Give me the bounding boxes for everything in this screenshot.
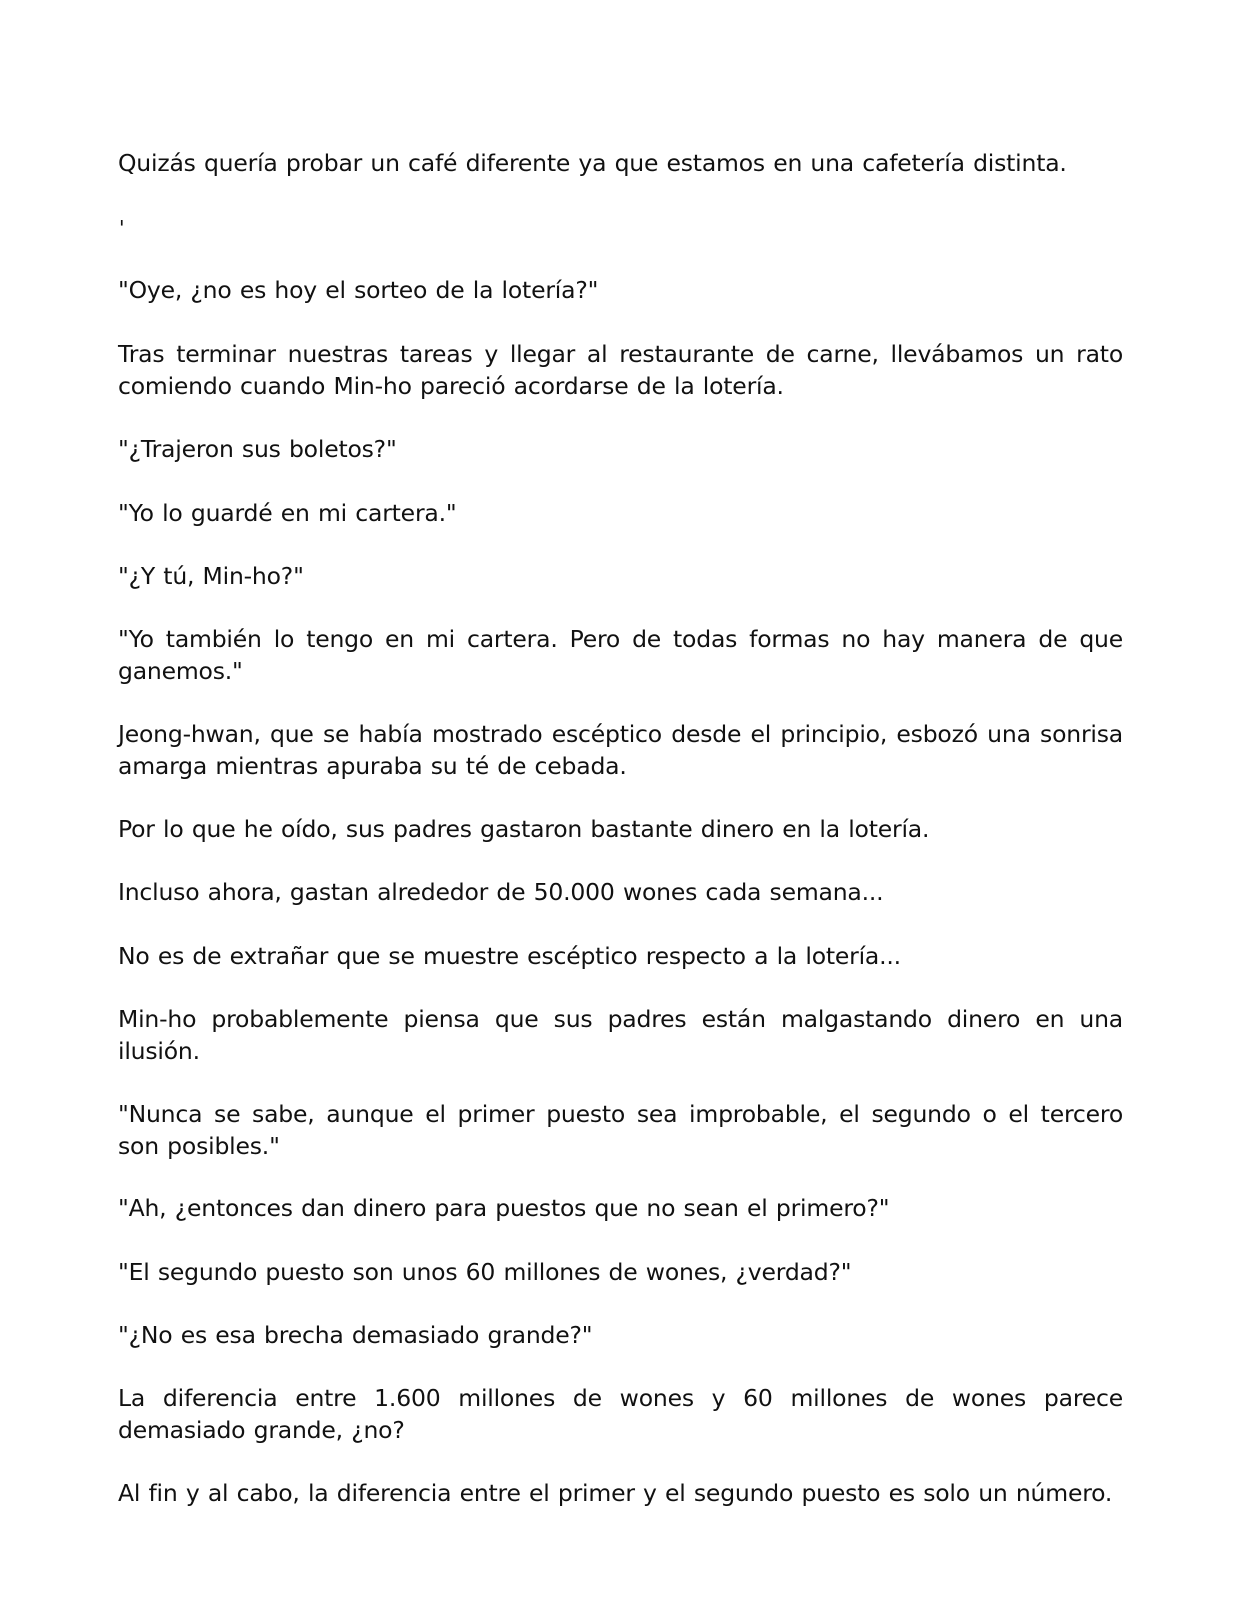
paragraph: No es de extrañar que se muestre escéptico respecto a la lotería... [118, 942, 901, 970]
paragraph: Al fin y al cabo, la diferencia entre el primer y el segundo puesto es solo un número. [118, 1479, 1113, 1507]
paragraph: "Oye, ¿no es hoy el sorteo de la lotería?" [118, 276, 599, 304]
paragraph: "Yo también lo tengo en mi cartera. Pero de todas formas no hay manera de que ganemos." [118, 625, 1123, 685]
paragraph: "¿Trajeron sus boletos?" [118, 435, 397, 463]
paragraph: Incluso ahora, gastan alrededor de 50.000 wones cada semana... [118, 878, 884, 906]
paragraph: "¿Y tú, Min-ho?" [118, 562, 304, 590]
paragraph: "Ah, ¿entonces dan dinero para puestos que no sean el primero?" [118, 1194, 890, 1222]
paragraph: Por lo que he oído, sus padres gastaron bastante dinero en la lotería. [118, 815, 930, 843]
paragraph: La diferencia entre 1.600 millones de wones y 60 millones de wones parece demasiado grande, ¿no? [118, 1384, 1123, 1444]
paragraph: Jeong-hwan, que se había mostrado escéptico desde el principio, esbozó una sonrisa amarga mientras apuraba su té de cebada. [118, 720, 1123, 780]
paragraph: "El segundo puesto son unos 60 millones de wones, ¿verdad?" [118, 1258, 852, 1286]
paragraph: "Nunca se sabe, aunque el primer puesto sea improbable, el segundo o el tercero son posibles." [118, 1100, 1123, 1160]
stray-mark: ' [119, 216, 125, 240]
paragraph: Tras terminar nuestras tareas y llegar al restaurante de carne, llevábamos un rato comiendo cuando Min-ho pareció acordarse de la lotería. [118, 340, 1123, 400]
paragraph: "Yo lo guardé en mi cartera." [118, 499, 457, 527]
paragraph: Min-ho probablemente piensa que sus padres están malgastando dinero en una ilusión. [118, 1005, 1123, 1065]
paragraph: Quizás quería probar un café diferente ya que estamos en una cafetería distinta. [118, 149, 1067, 177]
paragraph: "¿No es esa brecha demasiado grande?" [118, 1321, 593, 1349]
